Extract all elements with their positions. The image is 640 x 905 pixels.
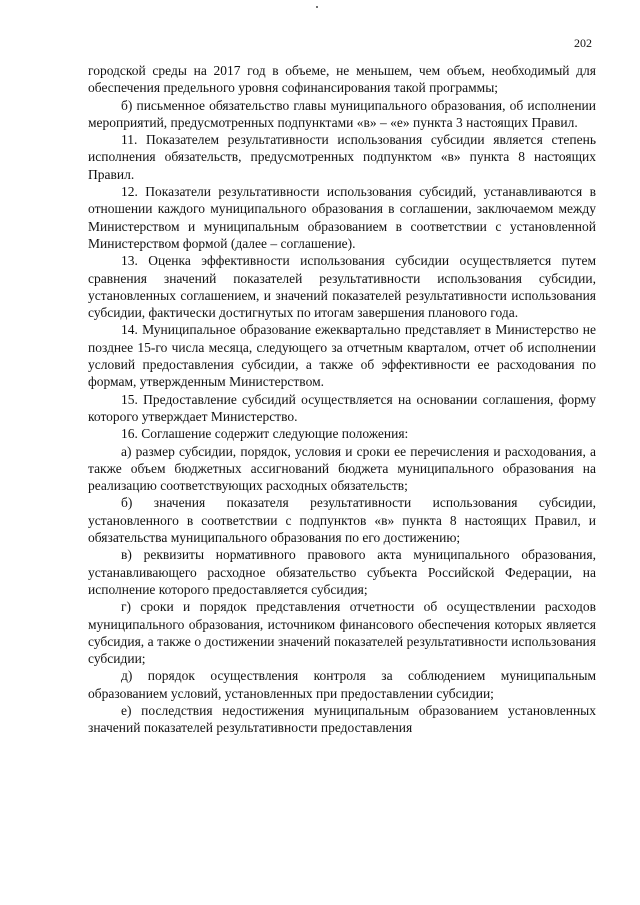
paragraph-16v: в) реквизиты нормативного правового акта муниципального образования, устанавливающего расходное обязательство субъекта Российской Федерации, на исполнение которого предоставляется субсидия;	[88, 547, 596, 597]
document-body	[88, 62, 596, 737]
paragraph-13: 13. Оценка эффективности использования субсидии осуществляется путем сравнения значений показателей результативности использования субсидии, установленных соглашением, и значений показателей результативности использования субсидии, фактически достигнутых по итогам завершения планового года.	[88, 253, 596, 321]
paragraph-16e: е) последствия недостижения муниципальным образованием установленных значений показателей результативности предоставления	[88, 702, 596, 736]
paragraph-continuation: городской среды на 2017 год в объеме, не меньшем, чем объем, необходимый для обеспечения предельного уровня софинансирования такой программы;	[88, 63, 596, 96]
paragraph-12: 12. Показатели результативности использования субсидий, устанавливаются в отношении каждого муниципального образования в соглашении, заключаемом между Министерством и муниципальным образованием в соответствии с установленной Министерством формой (далее – соглашение).	[88, 184, 596, 251]
paragraph-14: 14. Муниципальное образование ежеквартально представляет в Министерство не позднее 15-го числа месяца, следующего за отчетным кварталом, отчет об исполнении условий предоставления субсидии, а также об эффективности ее расходования по формам, утвержденным Министерством.	[88, 322, 596, 390]
paragraph-10b: б) письменное обязательство главы муниципального образования, об исполнении мероприятий, предусмотренных подпунктами «в» – «е» пункта 3 настоящих Правил.	[88, 97, 596, 130]
page-number: 202	[574, 36, 592, 50]
paragraph-11: 11. Показателем результативности использования субсидии является степень исполнения обязательств, предусмотренных подпунктом «в» пункта 8 настоящих Правил.	[88, 132, 596, 182]
paragraph-16d: д) порядок осуществления контроля за соблюдением муниципальным образованием условий, установленных при предоставлении субсидии;	[88, 668, 596, 701]
paragraph-16: 16. Соглашение содержит следующие положения:	[121, 426, 409, 442]
scan-speck	[316, 6, 318, 8]
paragraph-16a: а) размер субсидии, порядок, условия и сроки ее перечисления и расходования, а также объем бюджетных ассигнований бюджета муниципального образования на реализацию соответствующих расходных обязательств;	[88, 443, 596, 494]
paragraph-16b: б) значения показателя результативности использования субсидии, установленного в соответствии с подпунктов «в» пункта 8 настоящих Правил, и обязательства муниципального образования по его достижению;	[88, 495, 596, 546]
paragraph-15: 15. Предоставление субсидий осуществляется на основании соглашения, форму которого утверждает Министерство.	[88, 391, 596, 424]
paragraph-16g: г) сроки и порядок представления отчетности об осуществлении расходов муниципального образования, источником финансового обеспечения которых является субсидия, а также о достижении значений показателей результативности использования субсидии;	[88, 599, 596, 667]
